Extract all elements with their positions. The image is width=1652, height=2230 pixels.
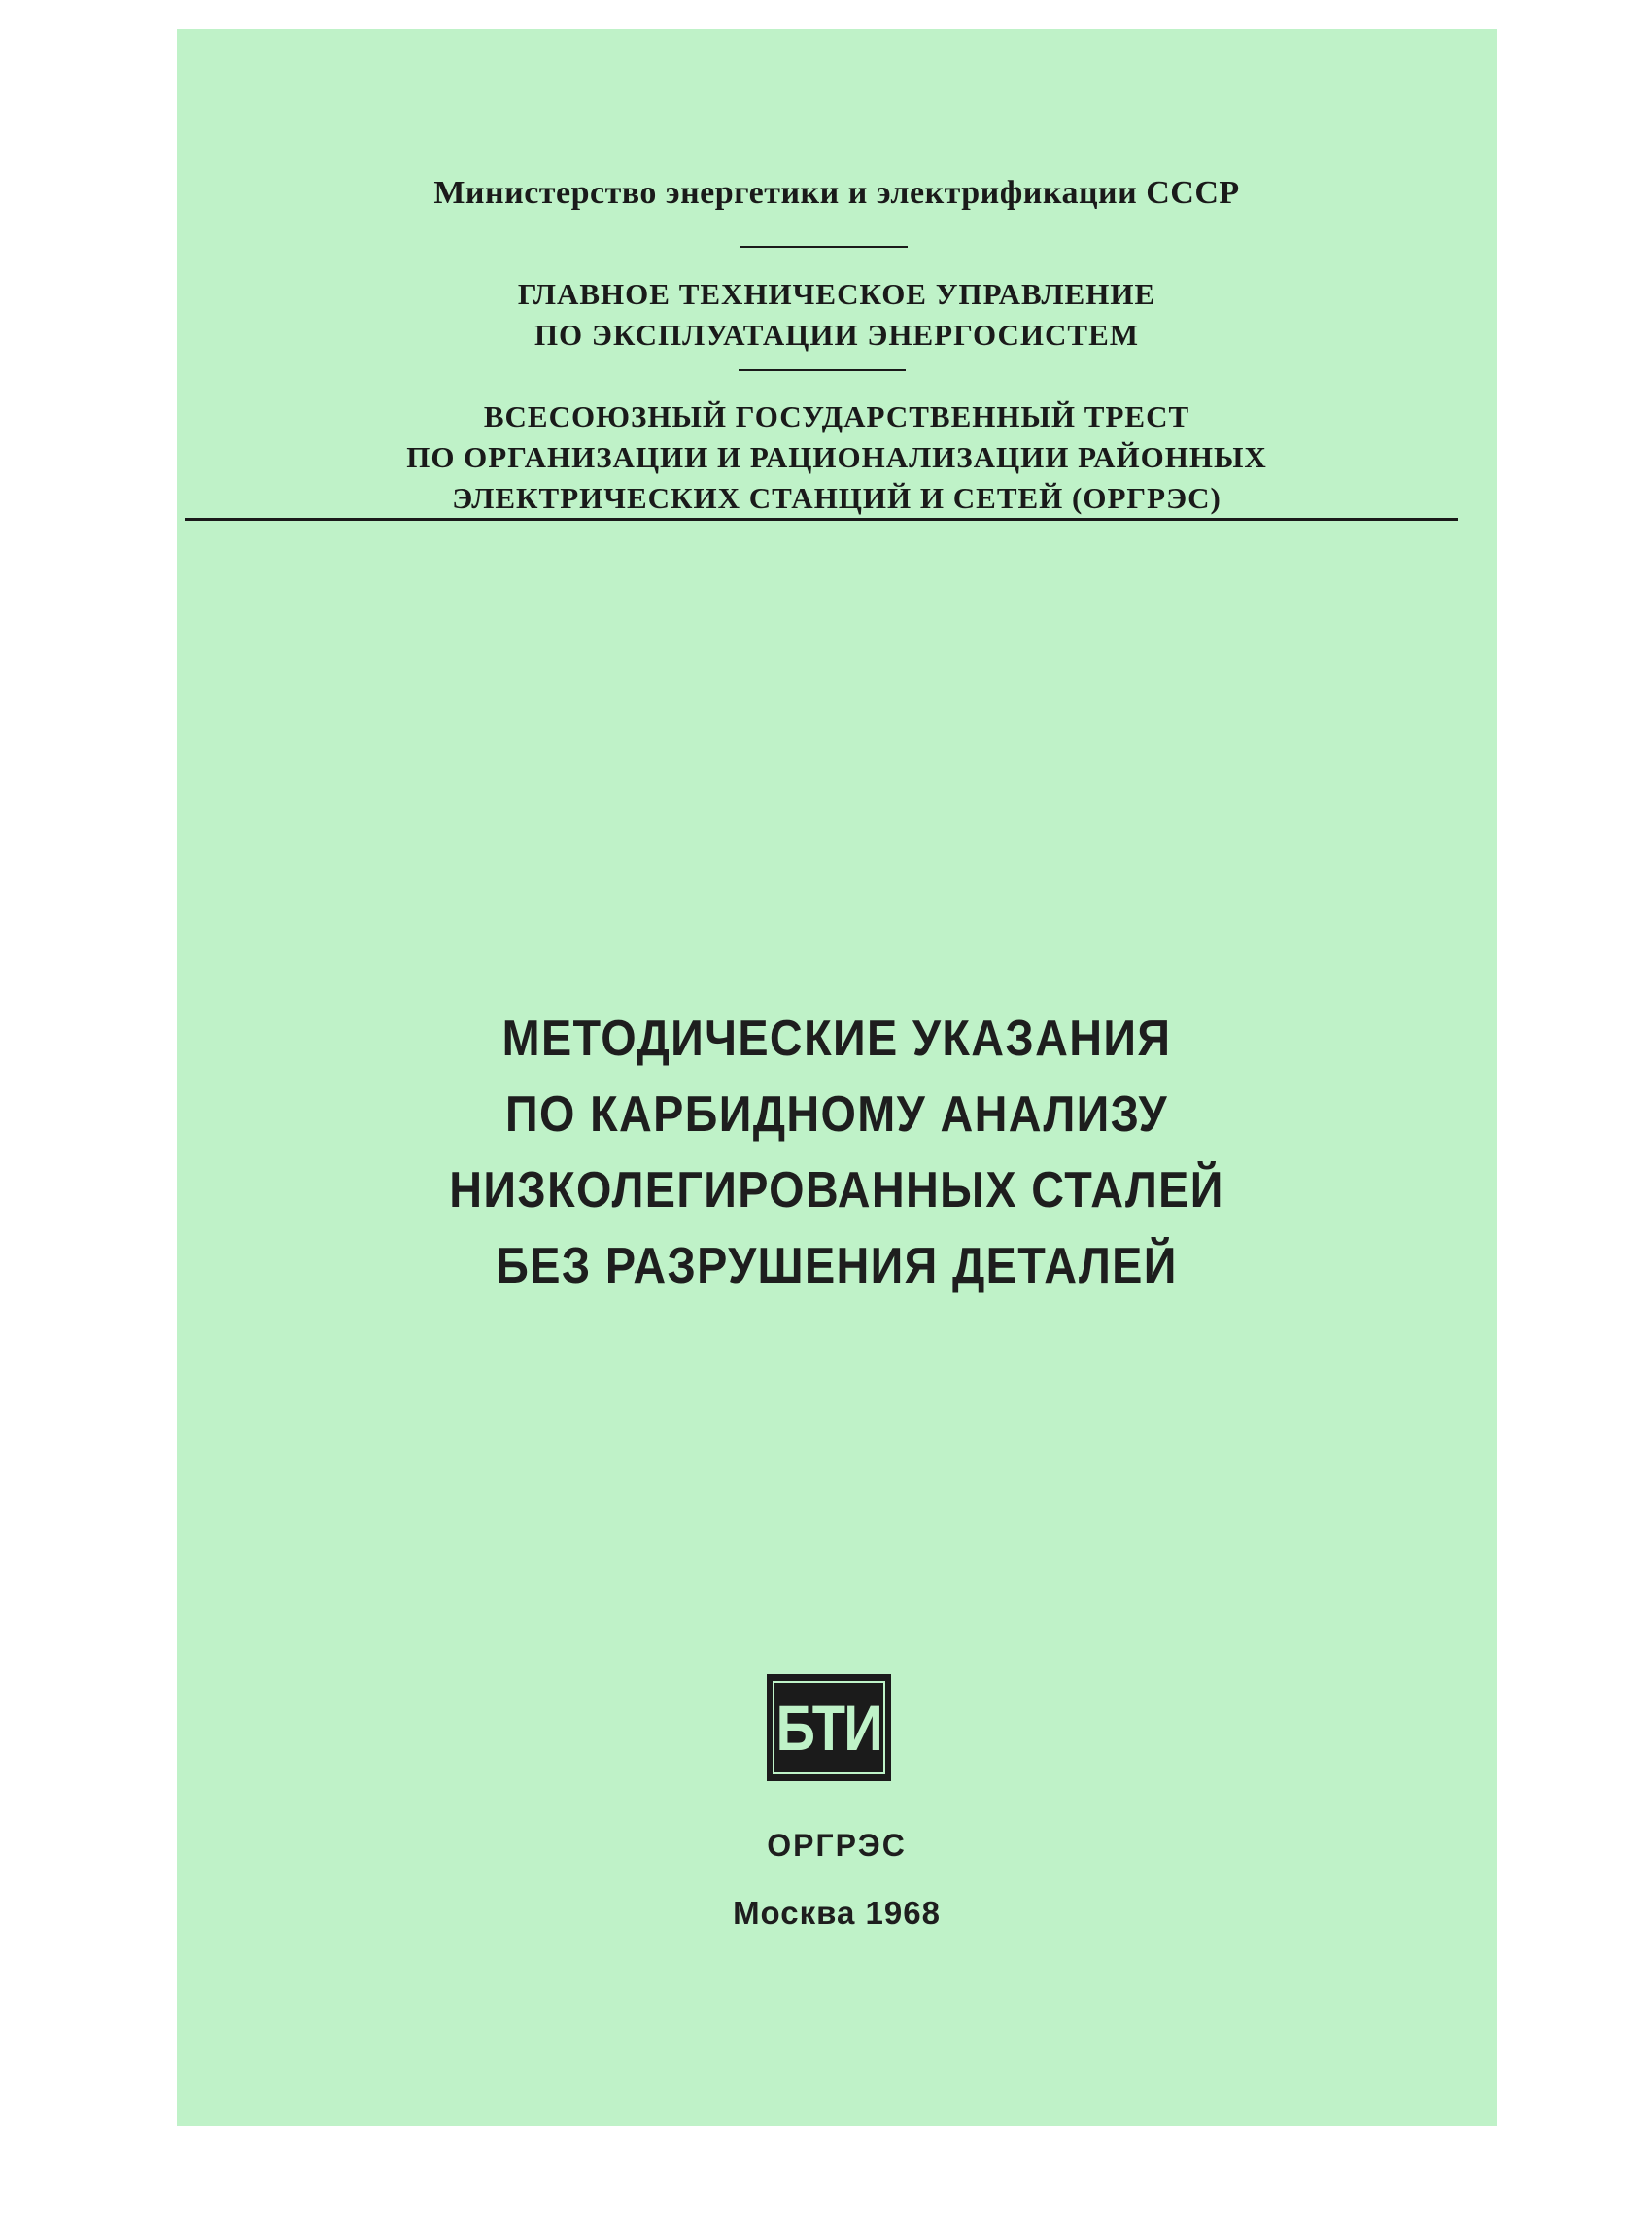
book-cover [177,29,1497,2126]
bti-logo [767,1674,891,1781]
title-line: БЕЗ РАЗРУШЕНИЯ ДЕТАЛЕЙ [496,1238,1178,1294]
ministry-name: Министерство энергетики и электрификации СССР [433,175,1240,211]
separator-line [740,246,908,248]
separator-line [739,369,906,371]
title-line: НИЗКОЛЕГИРОВАННЫХ СТАЛЕЙ [449,1162,1224,1218]
main-department-line: ГЛАВНОЕ ТЕХНИЧЕСКОЕ УПРАВЛЕНИЕ [517,277,1156,311]
title-line: МЕТОДИЧЕСКИЕ УКАЗАНИЯ [501,1011,1172,1067]
main-department-line: ПО ЭКСПЛУАТАЦИИ ЭНЕРГОСИСТЕМ [533,318,1140,352]
trust-line: ЭЛЕКТРИЧЕСКИХ СТАНЦИЙ И СЕТЕЙ (ОРГРЭС) [452,481,1222,515]
trust-line: ВСЕСОЮЗНЫЙ ГОСУДАРСТВЕННЫЙ ТРЕСТ [483,399,1190,433]
document-title [177,1001,1497,1304]
title-line: ПО КАРБИДНОМУ АНАЛИЗУ [505,1086,1168,1143]
trust-line: ПО ОРГАНИЗАЦИИ И РАЦИОНАЛИЗАЦИИ РАЙОННЫХ [406,440,1267,474]
main-department [177,274,1497,356]
header-rule [185,518,1458,521]
city-year: Москва 1968 [733,1895,941,1931]
trust-name [177,396,1497,519]
publisher-name: ОРГРЭС [767,1828,907,1863]
bti-logo-text: БТИ [775,1692,882,1764]
bti-logo-frame [773,1681,885,1774]
